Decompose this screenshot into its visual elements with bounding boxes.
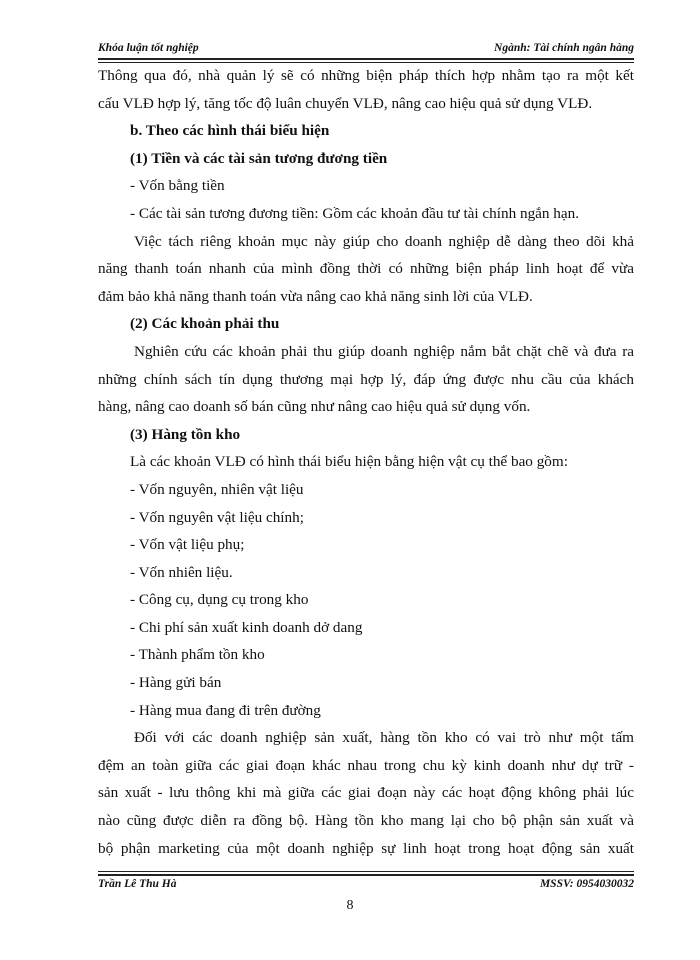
paragraph-line: những chính sách tín dụng thương mại hợp lý, đáp ứng được nhu cầu của khách	[98, 370, 634, 388]
list-item: - Công cụ, dụng cụ trong kho	[130, 591, 309, 609]
paragraph-line: Việc tách riêng khoản mục này giúp cho doanh nghiệp dễ dàng theo dõi khả	[134, 232, 634, 250]
page-body	[98, 62, 634, 862]
paragraph-line: bộ phận marketing của một doanh nghiệp sự linh hoạt trong hoạt động sản xuất	[98, 839, 634, 857]
list-item: - Các tài sản tương đương tiền: Gồm các khoản đầu tư tài chính ngắn hạn.	[130, 204, 580, 222]
list-item: - Chi phí sản xuất kinh doanh dở dang	[130, 618, 363, 636]
paragraph-line: hàng, nâng cao doanh số bán cũng như nâng cao hiệu quả sử dụng vốn.	[98, 398, 531, 416]
page-header	[98, 38, 634, 58]
list-item: - Thành phẩm tồn kho	[130, 646, 265, 664]
list-item: - Vốn nhiên liệu.	[130, 563, 233, 581]
paragraph-line: năng thanh toán nhanh của mình đồng thời có những biện pháp linh hoạt để vừa	[98, 260, 634, 278]
list-item: - Vốn vật liệu phụ;	[130, 536, 245, 554]
list-item: - Vốn nguyên, nhiên vật liệu	[130, 480, 304, 498]
subsection-heading: (3) Hàng tồn kho	[130, 425, 241, 443]
paragraph-line: Thông qua đó, nhà quản lý sẽ có những biện pháp thích hợp nhằm tạo ra một kết	[98, 67, 634, 84]
page-number: 8	[346, 898, 354, 913]
list-item: - Vốn nguyên vật liệu chính;	[130, 508, 304, 526]
paragraph-line: Nghiên cứu các khoản phải thu giúp doanh nghiệp nắm bắt chặt chẽ và đưa ra	[134, 342, 634, 360]
header-thesis-label: Khóa luận tốt nghiệp	[98, 42, 199, 54]
section-heading: b. Theo các hình thái biểu hiện	[130, 122, 330, 140]
paragraph-line: đảm bảo khả năng thanh toán vừa nâng cao khả năng sinh lời của VLĐ.	[98, 287, 533, 305]
paragraph-line: sản xuất - lưu thông khi mà giữa các giai đoạn này các hoạt động không phải lúc	[98, 784, 634, 802]
subsection-heading: (1) Tiền và các tài sản tương đương tiền	[130, 149, 388, 167]
paragraph-line: đệm an toàn giữa các giai đoạn khác nhau trong chu kỳ kinh doanh như dự trữ -	[98, 756, 634, 774]
subsection-heading: (2) Các khoản phải thu	[130, 315, 280, 333]
paragraph-line: Đối với các doanh nghiệp sản xuất, hàng tồn kho có vai trò như một tấm	[134, 729, 634, 747]
page-footer	[98, 876, 634, 894]
header-rule	[98, 58, 634, 60]
list-item: - Hàng mua đang đi trên đường	[130, 701, 321, 719]
paragraph-line: nào cũng được diễn ra đồng bộ. Hàng tồn kho mang lại cho bộ phận sản xuất và	[98, 812, 634, 830]
paragraph-line: cấu VLĐ hợp lý, tăng tốc độ luân chuyển VLĐ, nâng cao hiệu quả sử dụng VLĐ.	[98, 94, 593, 112]
footer-student-id: MSSV: 0954030032	[539, 878, 634, 890]
list-item: - Vốn bằng tiền	[130, 177, 225, 195]
header-major-label: Ngành: Tài chính ngân hàng	[494, 42, 634, 54]
paragraph-line: Là các khoản VLĐ có hình thái biểu hiện bằng hiện vật cụ thể bao gồm:	[130, 453, 568, 471]
list-item: - Hàng gửi bán	[130, 674, 222, 692]
footer-rule-thin	[98, 871, 634, 872]
footer-author: Trần Lê Thu Hà	[98, 878, 177, 890]
